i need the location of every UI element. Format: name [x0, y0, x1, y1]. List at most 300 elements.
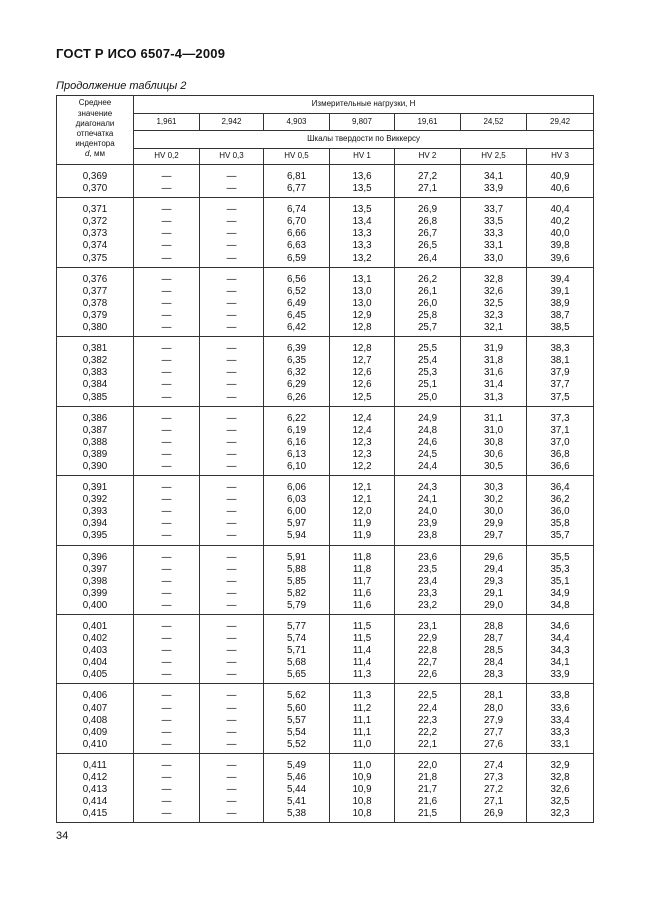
diagonal-value-cell: 0,408 [57, 715, 134, 727]
hardness-value-cell: 32,6 [461, 286, 527, 298]
hardness-value-cell: 32,8 [527, 772, 594, 784]
hardness-value-cell: 12,7 [330, 355, 395, 367]
diagonal-value-cell: 0,390 [57, 461, 134, 476]
scales-title: Шкалы твердости по Виккерсу [134, 131, 594, 149]
hardness-value-cell: 5,77 [264, 615, 330, 634]
hardness-value-cell: — [200, 784, 264, 796]
hardness-value-cell: 6,10 [264, 461, 330, 476]
hardness-value-cell: 5,57 [264, 715, 330, 727]
hardness-value-cell: 24,3 [395, 476, 461, 495]
load-header-cell: 9,807 [330, 114, 395, 131]
hardness-value-cell: 37,9 [527, 367, 594, 379]
hardness-value-cell: 28,3 [461, 669, 527, 684]
hardness-value-cell: — [200, 506, 264, 518]
hardness-value-cell: 5,85 [264, 576, 330, 588]
hardness-value-cell: 23,6 [395, 545, 461, 564]
scale-header-cell: HV 2 [395, 149, 461, 165]
hardness-value-cell: — [200, 588, 264, 600]
hardness-value-cell: — [134, 406, 200, 425]
load-header-cell: 19,61 [395, 114, 461, 131]
document-title: ГОСТ Р ИСО 6507-4—2009 [56, 46, 226, 61]
hardness-value-cell: — [134, 476, 200, 495]
hardness-value-cell: 11,8 [330, 564, 395, 576]
table-row [57, 267, 594, 286]
load-header-cell: 29,42 [527, 114, 594, 131]
diagonal-value-cell: 0,382 [57, 355, 134, 367]
hardness-value-cell: — [134, 322, 200, 337]
hardness-value-cell: — [200, 379, 264, 391]
load-header-cell: 2,942 [200, 114, 264, 131]
hardness-value-cell: — [200, 669, 264, 684]
hardness-value-cell: 35,8 [527, 518, 594, 530]
hardness-value-cell: — [200, 715, 264, 727]
hardness-value-cell: 11,4 [330, 645, 395, 657]
diagonal-header-line: отпечатка [76, 129, 114, 138]
table-row [57, 494, 594, 506]
hardness-value-cell: 12,6 [330, 379, 395, 391]
hardness-value-cell: 5,41 [264, 796, 330, 808]
hardness-value-cell: — [200, 425, 264, 437]
hardness-value-cell: 22,3 [395, 715, 461, 727]
hardness-value-cell: 27,2 [395, 165, 461, 184]
diagonal-value-cell: 0,392 [57, 494, 134, 506]
hardness-value-cell: — [134, 240, 200, 252]
diagonal-value-cell: 0,373 [57, 228, 134, 240]
hardness-value-cell: 11,7 [330, 576, 395, 588]
hardness-value-cell: 12,1 [330, 476, 395, 495]
hardness-value-cell: 36,4 [527, 476, 594, 495]
hardness-value-cell: — [200, 476, 264, 495]
hardness-value-cell: — [134, 808, 200, 823]
hardness-value-cell: 6,26 [264, 392, 330, 407]
hardness-value-cell: 40,0 [527, 228, 594, 240]
hardness-value-cell: 12,4 [330, 425, 395, 437]
table-row [57, 355, 594, 367]
hardness-value-cell: — [134, 727, 200, 739]
hardness-value-cell: 6,66 [264, 228, 330, 240]
hardness-value-cell: 30,8 [461, 437, 527, 449]
hardness-value-cell: 12,4 [330, 406, 395, 425]
hardness-value-cell: — [200, 406, 264, 425]
load-header-cell: 4,903 [264, 114, 330, 131]
hardness-value-cell: 13,2 [330, 253, 395, 268]
hardness-value-cell: 34,6 [527, 615, 594, 634]
table-row [57, 784, 594, 796]
table-row [57, 684, 594, 703]
table-row [57, 240, 594, 252]
table-row [57, 437, 594, 449]
diagonal-value-cell: 0,396 [57, 545, 134, 564]
hardness-value-cell: 6,81 [264, 165, 330, 184]
hardness-value-cell: 12,8 [330, 322, 395, 337]
diagonal-value-cell: 0,397 [57, 564, 134, 576]
hardness-value-cell: 36,0 [527, 506, 594, 518]
hardness-value-cell: — [134, 267, 200, 286]
diagonal-column-header [57, 96, 134, 165]
table-row [57, 753, 594, 772]
hardness-value-cell: 36,2 [527, 494, 594, 506]
hardness-value-cell: 6,49 [264, 298, 330, 310]
hardness-value-cell: 13,0 [330, 298, 395, 310]
hardness-value-cell: 5,79 [264, 600, 330, 615]
diagonal-value-cell: 0,403 [57, 645, 134, 657]
hardness-value-cell: 26,1 [395, 286, 461, 298]
table-row [57, 379, 594, 391]
hardness-value-cell: — [134, 615, 200, 634]
table-continuation-caption: Продолжение таблицы 2 [56, 80, 187, 92]
hardness-value-cell: — [134, 753, 200, 772]
hardness-value-cell: 32,6 [527, 784, 594, 796]
hardness-value-cell: 34,8 [527, 600, 594, 615]
hardness-value-cell: — [134, 355, 200, 367]
hardness-value-cell: 5,62 [264, 684, 330, 703]
hardness-value-cell: 33,4 [527, 715, 594, 727]
diagonal-value-cell: 0,387 [57, 425, 134, 437]
hardness-value-cell: 40,9 [527, 165, 594, 184]
hardness-value-cell: — [200, 753, 264, 772]
hardness-value-cell: 26,9 [395, 198, 461, 217]
hardness-value-cell: — [200, 367, 264, 379]
hardness-value-cell: 24,9 [395, 406, 461, 425]
hardness-value-cell: — [134, 576, 200, 588]
hardness-value-cell: 31,1 [461, 406, 527, 425]
hardness-value-cell: 11,5 [330, 615, 395, 634]
table-row [57, 310, 594, 322]
hardness-value-cell: 31,3 [461, 392, 527, 407]
hardness-value-cell: 22,2 [395, 727, 461, 739]
table-row [57, 530, 594, 545]
table-row [57, 715, 594, 727]
hardness-value-cell: — [200, 461, 264, 476]
hardness-value-cell: 6,42 [264, 322, 330, 337]
table-row [57, 392, 594, 407]
hardness-value-cell: 6,59 [264, 253, 330, 268]
hardness-value-cell: 13,5 [330, 198, 395, 217]
hardness-value-cell: 29,3 [461, 576, 527, 588]
hardness-value-cell: — [200, 216, 264, 228]
hardness-value-cell: 25,7 [395, 322, 461, 337]
hardness-value-cell: 27,6 [461, 739, 527, 754]
diagonal-value-cell: 0,407 [57, 703, 134, 715]
diagonal-value-cell: 0,402 [57, 633, 134, 645]
hardness-value-cell: 29,7 [461, 530, 527, 545]
diagonal-value-cell: 0,386 [57, 406, 134, 425]
hardness-value-cell: 22,9 [395, 633, 461, 645]
diagonal-value-cell: 0,414 [57, 796, 134, 808]
load-header-cell: 24,52 [461, 114, 527, 131]
hardness-value-cell: 38,5 [527, 322, 594, 337]
table-row [57, 518, 594, 530]
hardness-value-cell: 22,6 [395, 669, 461, 684]
hardness-value-cell: 6,35 [264, 355, 330, 367]
hardness-value-cell: 31,9 [461, 337, 527, 356]
hardness-value-cell: — [134, 425, 200, 437]
hardness-value-cell: — [200, 337, 264, 356]
hardness-value-cell: 6,00 [264, 506, 330, 518]
hardness-value-cell: 6,56 [264, 267, 330, 286]
table-row [57, 476, 594, 495]
diagonal-unit: , мм [89, 149, 105, 159]
hardness-value-cell: 10,8 [330, 796, 395, 808]
hardness-value-cell: 33,9 [461, 183, 527, 198]
diagonal-value-cell: 0,379 [57, 310, 134, 322]
hardness-value-cell: — [134, 165, 200, 184]
hardness-value-cell: 13,3 [330, 228, 395, 240]
hardness-value-cell: — [134, 506, 200, 518]
hardness-value-cell: 21,5 [395, 808, 461, 823]
diagonal-value-cell: 0,410 [57, 739, 134, 754]
hardness-value-cell: 5,46 [264, 772, 330, 784]
scale-header-cell: HV 3 [527, 149, 594, 165]
hardness-value-cell: 5,44 [264, 784, 330, 796]
hardness-value-cell: 5,74 [264, 633, 330, 645]
hardness-value-cell: 27,7 [461, 727, 527, 739]
hardness-value-cell: 5,94 [264, 530, 330, 545]
hardness-value-cell: 13,1 [330, 267, 395, 286]
diagonal-value-cell: 0,383 [57, 367, 134, 379]
hardness-value-cell: — [134, 310, 200, 322]
diagonal-value-cell: 0,412 [57, 772, 134, 784]
hardness-value-cell: 6,03 [264, 494, 330, 506]
table-row [57, 727, 594, 739]
diagonal-value-cell: 0,393 [57, 506, 134, 518]
hardness-value-cell: 6,29 [264, 379, 330, 391]
hardness-value-cell: 12,3 [330, 437, 395, 449]
hardness-value-cell: — [200, 739, 264, 754]
hardness-value-cell: 30,2 [461, 494, 527, 506]
hardness-value-cell: — [200, 267, 264, 286]
diagonal-value-cell: 0,378 [57, 298, 134, 310]
table-row [57, 298, 594, 310]
hardness-value-cell: 13,5 [330, 183, 395, 198]
hardness-value-cell: 11,2 [330, 703, 395, 715]
hardness-value-cell: 29,4 [461, 564, 527, 576]
table-row [57, 198, 594, 217]
hardness-value-cell: 30,0 [461, 506, 527, 518]
hardness-value-cell: 6,39 [264, 337, 330, 356]
hardness-value-cell: — [200, 310, 264, 322]
hardness-value-cell: — [134, 183, 200, 198]
hardness-value-cell: — [134, 657, 200, 669]
hardness-value-cell: 25,3 [395, 367, 461, 379]
table-body [57, 165, 594, 823]
hardness-value-cell: 25,5 [395, 337, 461, 356]
diagonal-value-cell: 0,371 [57, 198, 134, 217]
hardness-value-cell: 25,8 [395, 310, 461, 322]
hardness-value-cell: 5,71 [264, 645, 330, 657]
hardness-value-cell: 33,5 [461, 216, 527, 228]
hardness-value-cell: — [200, 600, 264, 615]
hardness-value-cell: 28,4 [461, 657, 527, 669]
hardness-value-cell: 34,3 [527, 645, 594, 657]
hardness-value-cell: 24,0 [395, 506, 461, 518]
hardness-table-container [56, 95, 593, 823]
hardness-value-cell: 40,2 [527, 216, 594, 228]
hardness-value-cell: 5,97 [264, 518, 330, 530]
hardness-value-cell: 5,82 [264, 588, 330, 600]
table-row [57, 461, 594, 476]
hardness-value-cell: 12,3 [330, 449, 395, 461]
hardness-value-cell: — [134, 715, 200, 727]
hardness-value-cell: 21,7 [395, 784, 461, 796]
hardness-value-cell: — [200, 240, 264, 252]
hardness-value-cell: 5,65 [264, 669, 330, 684]
hardness-value-cell: 37,3 [527, 406, 594, 425]
table-header [57, 96, 594, 165]
diagonal-value-cell: 0,377 [57, 286, 134, 298]
table-row [57, 600, 594, 615]
hardness-value-cell: — [200, 322, 264, 337]
hardness-value-cell: 38,7 [527, 310, 594, 322]
hardness-value-cell: 6,45 [264, 310, 330, 322]
hardness-value-cell: 6,32 [264, 367, 330, 379]
hardness-value-cell: 11,9 [330, 518, 395, 530]
table-row [57, 449, 594, 461]
table-row [57, 657, 594, 669]
hardness-value-cell: 12,1 [330, 494, 395, 506]
hardness-value-cell: 33,0 [461, 253, 527, 268]
hardness-value-cell: 29,6 [461, 545, 527, 564]
hardness-value-cell: 6,13 [264, 449, 330, 461]
hardness-value-cell: 6,19 [264, 425, 330, 437]
loads-row [57, 114, 594, 131]
hardness-value-cell: 5,91 [264, 545, 330, 564]
hardness-value-cell: 33,7 [461, 198, 527, 217]
hardness-value-cell: 26,2 [395, 267, 461, 286]
hardness-value-cell: — [134, 228, 200, 240]
hardness-value-cell: 36,6 [527, 461, 594, 476]
hardness-value-cell: 11,6 [330, 600, 395, 615]
hardness-value-cell: — [134, 669, 200, 684]
hardness-value-cell: 22,8 [395, 645, 461, 657]
hardness-value-cell: — [134, 684, 200, 703]
hardness-value-cell: 33,6 [527, 703, 594, 715]
hardness-value-cell: 39,4 [527, 267, 594, 286]
hardness-value-cell: 5,60 [264, 703, 330, 715]
load-header-cell: 1,961 [134, 114, 200, 131]
hardness-value-cell: — [134, 379, 200, 391]
hardness-value-cell: 22,0 [395, 753, 461, 772]
hardness-value-cell: 27,1 [395, 183, 461, 198]
table-row [57, 739, 594, 754]
diagonal-value-cell: 0,405 [57, 669, 134, 684]
hardness-value-cell: — [134, 461, 200, 476]
hardness-value-cell: 37,1 [527, 425, 594, 437]
hardness-value-cell: 24,6 [395, 437, 461, 449]
hardness-value-cell: — [200, 165, 264, 184]
diagonal-value-cell: 0,384 [57, 379, 134, 391]
hardness-value-cell: 35,5 [527, 545, 594, 564]
page-number: 34 [56, 830, 69, 842]
hardness-value-cell: 23,9 [395, 518, 461, 530]
hardness-value-cell: — [134, 518, 200, 530]
hardness-value-cell: 34,4 [527, 633, 594, 645]
hardness-value-cell: — [134, 253, 200, 268]
diagonal-value-cell: 0,409 [57, 727, 134, 739]
hardness-value-cell: 13,0 [330, 286, 395, 298]
hardness-value-cell: — [200, 657, 264, 669]
table-row [57, 183, 594, 198]
scale-header-cell: HV 1 [330, 149, 395, 165]
hardness-value-cell: — [200, 437, 264, 449]
hardness-value-cell: 32,8 [461, 267, 527, 286]
hardness-value-cell: 6,74 [264, 198, 330, 217]
hardness-value-cell: — [200, 615, 264, 634]
hardness-value-cell: 25,0 [395, 392, 461, 407]
table-row [57, 165, 594, 184]
table-row [57, 633, 594, 645]
hardness-value-cell: 31,4 [461, 379, 527, 391]
hardness-value-cell: 33,8 [527, 684, 594, 703]
hardness-value-cell: 39,1 [527, 286, 594, 298]
hardness-value-cell: 28,8 [461, 615, 527, 634]
hardness-value-cell: — [200, 633, 264, 645]
scale-header-cell: HV 0,2 [134, 149, 200, 165]
hardness-value-cell: 5,68 [264, 657, 330, 669]
table-row [57, 808, 594, 823]
hardness-value-cell: 23,5 [395, 564, 461, 576]
scale-header-cell: HV 0,5 [264, 149, 330, 165]
hardness-value-cell: 22,1 [395, 739, 461, 754]
table-row [57, 367, 594, 379]
hardness-value-cell: 26,0 [395, 298, 461, 310]
hardness-value-cell: 5,54 [264, 727, 330, 739]
hardness-value-cell: 27,1 [461, 796, 527, 808]
hardness-value-cell: — [134, 784, 200, 796]
hardness-value-cell: 32,3 [461, 310, 527, 322]
hardness-value-cell: 6,16 [264, 437, 330, 449]
hardness-value-cell: — [200, 355, 264, 367]
table-row [57, 564, 594, 576]
hardness-value-cell: 13,3 [330, 240, 395, 252]
hardness-value-cell: — [134, 796, 200, 808]
hardness-value-cell: 35,3 [527, 564, 594, 576]
table-row [57, 337, 594, 356]
hardness-value-cell: 13,6 [330, 165, 395, 184]
hardness-value-cell: — [200, 808, 264, 823]
hardness-value-cell: 6,70 [264, 216, 330, 228]
hardness-value-cell: 23,4 [395, 576, 461, 588]
hardness-value-cell: — [200, 703, 264, 715]
hardness-value-cell: — [200, 684, 264, 703]
hardness-value-cell: 37,0 [527, 437, 594, 449]
hardness-value-cell: 26,8 [395, 216, 461, 228]
hardness-value-cell: — [134, 437, 200, 449]
hardness-value-cell: 5,38 [264, 808, 330, 823]
hardness-value-cell: — [200, 645, 264, 657]
diagonal-value-cell: 0,376 [57, 267, 134, 286]
hardness-value-cell: — [134, 645, 200, 657]
table-row [57, 772, 594, 784]
hardness-value-cell: — [134, 198, 200, 217]
hardness-value-cell: 5,52 [264, 739, 330, 754]
hardness-value-cell: 11,3 [330, 684, 395, 703]
diagonal-value-cell: 0,401 [57, 615, 134, 634]
hardness-value-cell: 11,3 [330, 669, 395, 684]
diagonal-header-line: значение [77, 108, 113, 118]
diagonal-symbol: d [85, 149, 90, 159]
hardness-value-cell: 30,6 [461, 449, 527, 461]
hardness-value-cell: — [134, 449, 200, 461]
hardness-value-cell: 37,7 [527, 379, 594, 391]
hardness-value-cell: — [200, 228, 264, 240]
hardness-value-cell: 32,5 [527, 796, 594, 808]
diagonal-header-unit-line [57, 149, 133, 159]
hardness-value-cell: — [134, 633, 200, 645]
hardness-value-cell: 25,4 [395, 355, 461, 367]
hardness-value-cell: 30,3 [461, 476, 527, 495]
hardness-value-cell: 40,6 [527, 183, 594, 198]
